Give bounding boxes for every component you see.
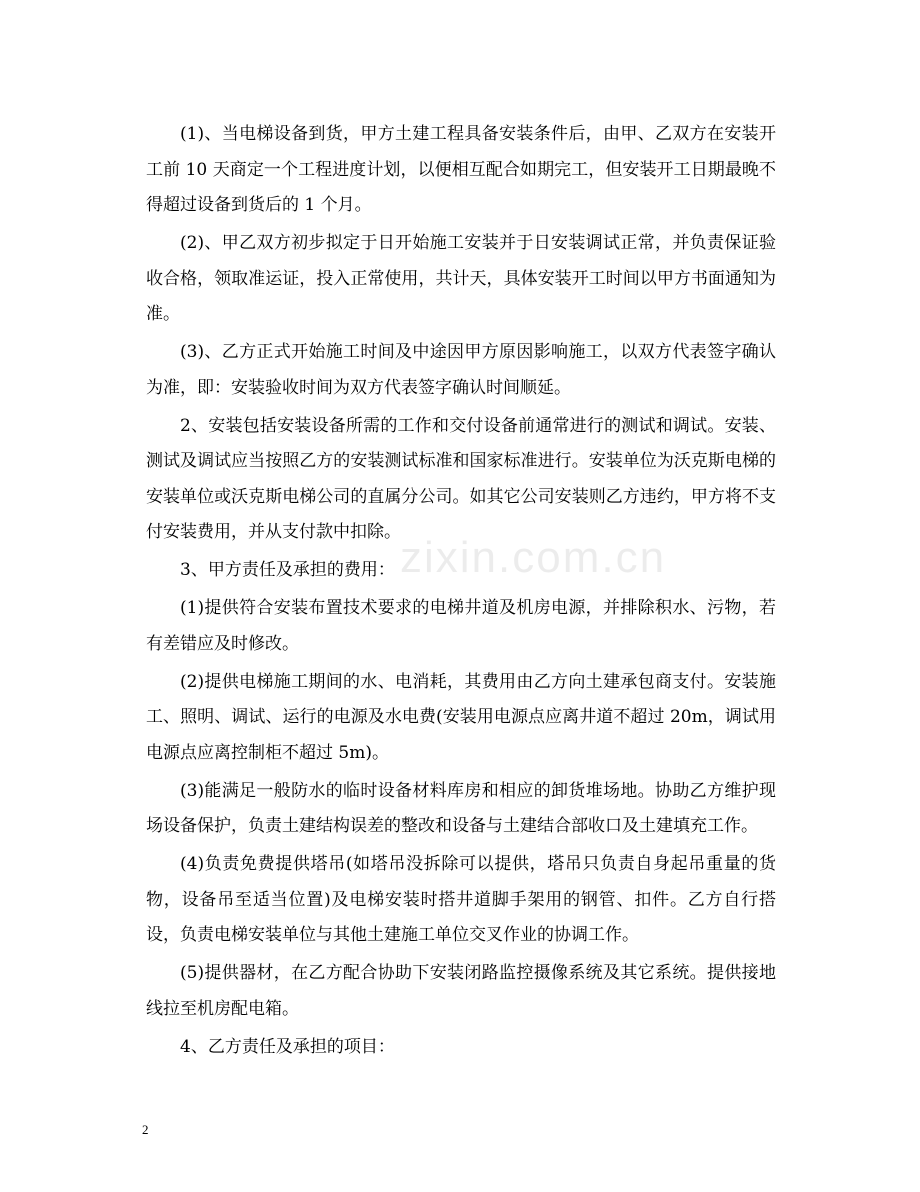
section-heading-party-b: 4、乙方责任及承担的项目： [180,1036,395,1057]
paragraph-schedule-3: (3)、乙方正式开始施工时间及中途因甲方原因影响施工，以双方代表签字确认为准，即：安装验收时间为双方代表签字确认时间顺延。 [146,342,776,398]
paragraph-party-a-3: (3)能满足一般防水的临时设备材料库房和相应的卸货堆场地。协助乙方维护现场设备保护，负责土建结构误差的整改和设备与土建结合部收口及土建填充工作。 [146,780,776,836]
paragraph-party-a-1: (1)提供符合安装布置技术要求的电梯井道及机房电源，并排除积水、污物，若有差错应及时修改。 [146,598,776,654]
paragraph-schedule-1: (1)、当电梯设备到货，甲方土建工程具备安装条件后，由甲、乙双方在安装开工前 10 天商定一个工程进度计划，以便相互配合如期完工，但安装开工日期最晚不得超过设备到货后的 1 个月。 [146,124,776,215]
paragraph-party-a-4: (4)负责免费提供塔吊(如塔吊没拆除可以提供，塔吊只负责自身起吊重量的货物，设备吊至适当位置)及电梯安装时搭井道脚手架用的钢管、扣件。乙方自行搭设，负责电梯安装单位与其他土建施工单位交叉作业的协调工作。 [146,854,776,945]
watermark: zixin.com.cn [400,533,667,582]
section-heading-party-a: 3、甲方责任及承担的费用： [180,560,395,580]
paragraph-installation-scope: 2、安装包括安装设备所需的工作和交付设备前通常进行的测试和调试。安装、测试及调试应当按照乙方的安装测试标准和国家标准进行。安装单位为沃克斯电梯的安装单位或沃克斯电梯公司的直属分公司。如其它公司安装则乙方违约，甲方将不支付安装费用，并从支付款中扣除。 [146,415,776,542]
paragraph-schedule-2: (2)、甲乙双方初步拟定于日开始施工安装并于日安装调试正常，并负责保证验收合格，领取准运证，投入正常使用，共计天，具体安装开工时间以甲方书面通知为准。 [146,233,776,324]
paragraph-party-a-5: (5)提供器材，在乙方配合协助下安装闭路监控摄像系统及其它系统。提供接地线拉至机房配电箱。 [146,963,776,1019]
document-body [146,117,776,1068]
paragraph-party-a-2: (2)提供电梯施工期间的水、电消耗，其费用由乙方向土建承包商支付。安装施工、照明、调试、运行的电源及水电费(安装用电源点应离井道不超过 20m，调试用电源点应离控制柜不超过 5m)。 [146,671,776,763]
page-number: 2 [142,1122,149,1137]
